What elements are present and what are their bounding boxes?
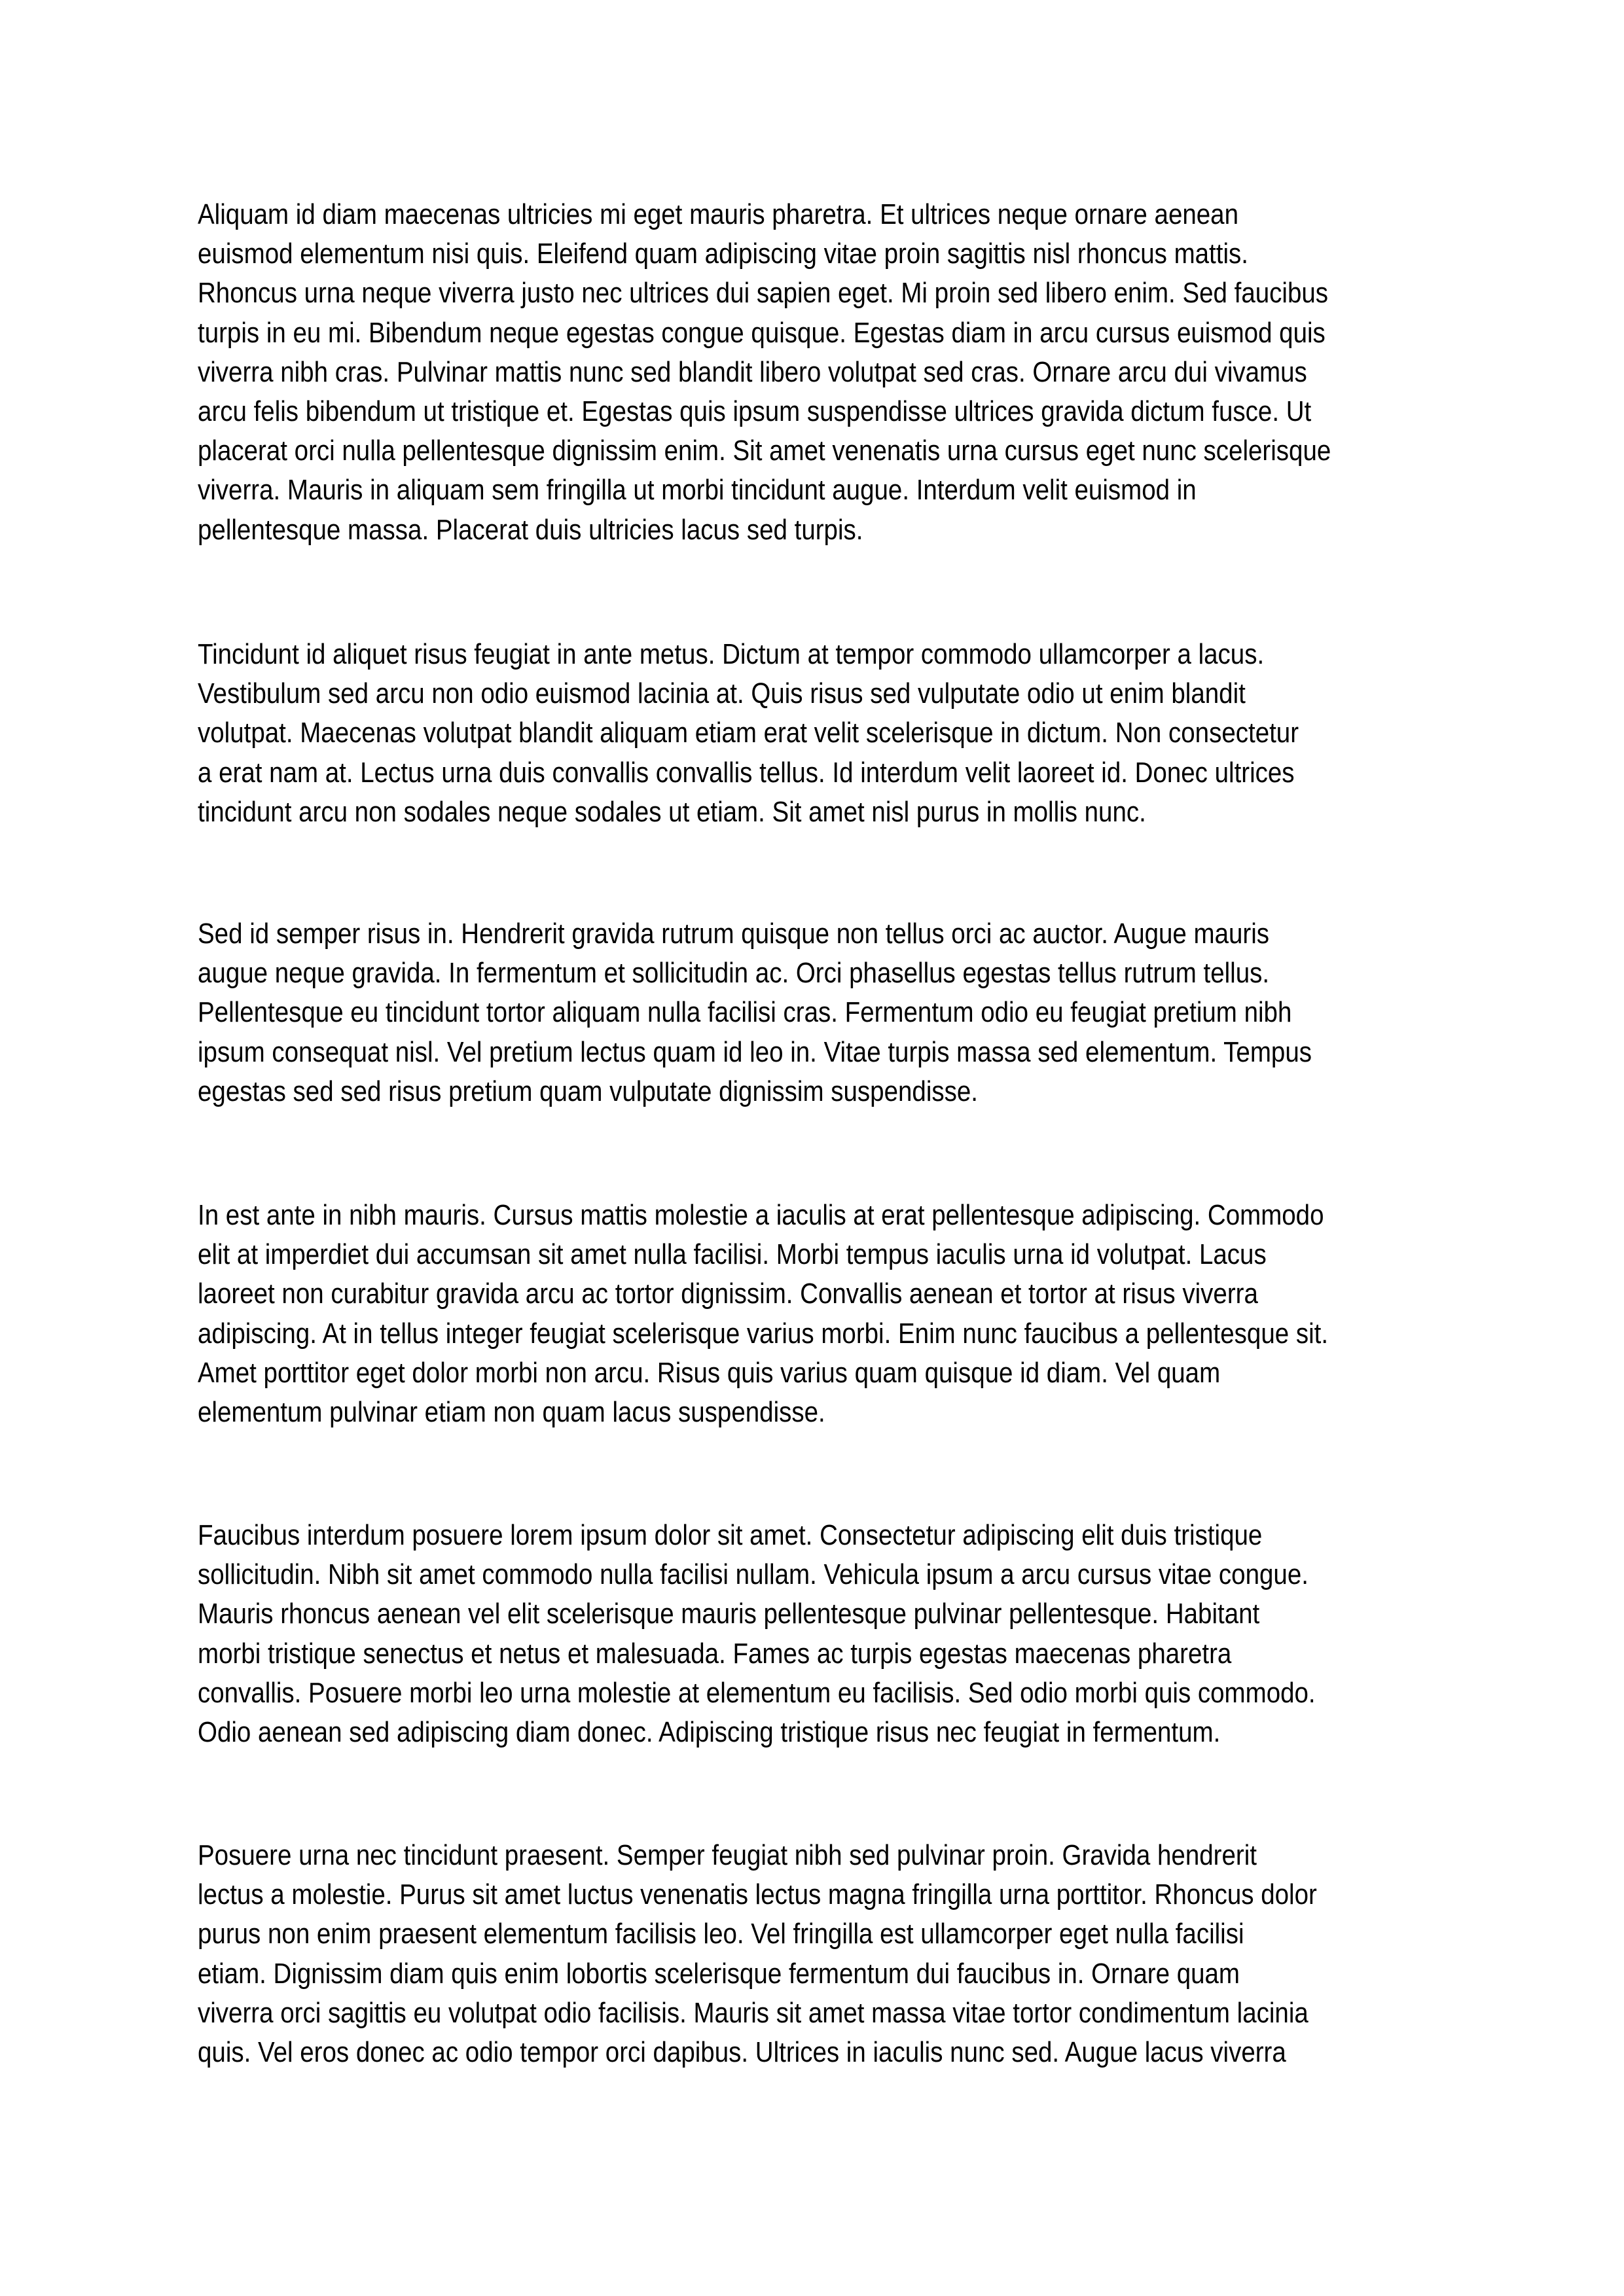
text-line: Odio aenean sed adipiscing diam donec. Adipiscing tristique risus nec feugiat in fermentum. <box>198 1715 1221 1748</box>
text-line: egestas sed sed risus pretium quam vulputate dignissim suspendisse. <box>198 1075 978 1107</box>
text-line: tincidunt arcu non sodales neque sodales ut etiam. Sit amet nisl purus in mollis nunc. <box>198 795 1146 828</box>
text-line: Amet porttitor eget dolor morbi non arcu. Risus quis varius quam quisque id diam. Vel quam <box>198 1356 1221 1389</box>
text-line: In est ante in nibh mauris. Cursus mattis molestie a iaculis at erat pellentesque adipiscing. Commodo <box>198 1199 1324 1231</box>
text-line: viverra orci sagittis eu volutpat odio facilisis. Mauris sit amet massa vitae tortor condimentum lacinia <box>198 1996 1308 2029</box>
paragraph-1 <box>198 195 1441 550</box>
paragraph-3 <box>198 914 1441 1111</box>
text-line: placerat orci nulla pellentesque dignissim enim. Sit amet venenatis urna cursus eget nunc scelerisque <box>198 435 1331 467</box>
text-line: euismod elementum nisi quis. Eleifend quam adipiscing vitae proin sagittis nisl rhoncus mattis. <box>198 238 1248 270</box>
text-line: elit at imperdiet dui accumsan sit amet nulla facilisi. Morbi tempus iaculis urna id volutpat. Lacus <box>198 1238 1267 1271</box>
text-line: convallis. Posuere morbi leo urna molestie at elementum eu facilisis. Sed odio morbi quis commodo. <box>198 1676 1316 1709</box>
text-line: lectus a molestie. Purus sit amet luctus venenatis lectus magna fringilla urna porttitor. Rhoncus dolor <box>198 1878 1317 1911</box>
text-line: viverra nibh cras. Pulvinar mattis nunc sed blandit libero volutpat sed cras. Ornare arcu dui vivamus <box>198 355 1307 388</box>
text-line: Aliquam id diam maecenas ultricies mi eget mauris pharetra. Et ultrices neque ornare aenean <box>198 198 1239 230</box>
text-line: Pellentesque eu tincidunt tortor aliquam nulla facilisi cras. Fermentum odio eu feugiat pretium nibh <box>198 996 1292 1029</box>
text-line: morbi tristique senectus et netus et malesuada. Fames ac turpis egestas maecenas pharetra <box>198 1637 1232 1670</box>
text-line: Rhoncus urna neque viverra justo nec ultrices dui sapien eget. Mi proin sed libero enim. Sed faucibus <box>198 277 1329 310</box>
text-line: volutpat. Maecenas volutpat blandit aliquam etiam erat velit scelerisque in dictum. Non consectetur <box>198 717 1299 749</box>
paragraph-4 <box>198 1196 1441 1432</box>
text-line: ipsum consequat nisl. Vel pretium lectus quam id leo in. Vitae turpis massa sed elementum. Tempus <box>198 1035 1312 1068</box>
text-line: sollicitudin. Nibh sit amet commodo nulla facilisi nullam. Vehicula ipsum a arcu cursus vitae congue. <box>198 1558 1308 1591</box>
text-line: Faucibus interdum posuere lorem ipsum dolor sit amet. Consectetur adipiscing elit duis tristique <box>198 1519 1263 1551</box>
text-line: Posuere urna nec tincidunt praesent. Semper feugiat nibh sed pulvinar proin. Gravida hendrerit <box>198 1839 1257 1871</box>
text-line: augue neque gravida. In fermentum et sollicitudin ac. Orci phasellus egestas tellus rutrum tellus. <box>198 957 1270 990</box>
text-line: Vestibulum sed arcu non odio euismod lacinia at. Quis risus sed vulputate odio ut enim blandit <box>198 677 1246 710</box>
text-line: arcu felis bibendum ut tristique et. Egestas quis ipsum suspendisse ultrices gravida dictum fusce. Ut <box>198 395 1312 427</box>
text-line: elementum pulvinar etiam non quam lacus suspendisse. <box>198 1395 825 1428</box>
text-line: Mauris rhoncus aenean vel elit scelerisque mauris pellentesque pulvinar pellentesque. Habitant <box>198 1598 1260 1630</box>
paragraph-2 <box>198 635 1441 832</box>
text-line: pellentesque massa. Placerat duis ultricies lacus sed turpis. <box>198 513 863 546</box>
text-line: viverra. Mauris in aliquam sem fringilla ut morbi tincidunt augue. Interdum velit euismod in <box>198 474 1197 507</box>
text-line: purus non enim praesent elementum facilisis leo. Vel fringilla est ullamcorper eget nulla facilisi <box>198 1918 1244 1950</box>
text-line: Tincidunt id aliquet risus feugiat in ante metus. Dictum at tempor commodo ullamcorper a lacus. <box>198 638 1265 670</box>
text-line: Sed id semper risus in. Hendrerit gravida rutrum quisque non tellus orci ac auctor. Augue mauris <box>198 918 1270 950</box>
text-line: laoreet non curabitur gravida arcu ac tortor dignissim. Convallis aenean et tortor at risus viverra <box>198 1278 1258 1310</box>
paragraph-6 <box>198 1836 1441 2072</box>
text-line: turpis in eu mi. Bibendum neque egestas congue quisque. Egestas diam in arcu cursus euismod quis <box>198 316 1326 349</box>
text-line: a erat nam at. Lectus urna duis convallis convallis tellus. Id interdum velit laoreet id. Donec ultrices <box>198 756 1295 789</box>
paragraph-5 <box>198 1516 1441 1752</box>
text-line: adipiscing. At in tellus integer feugiat scelerisque varius morbi. Enim nunc faucibus a pellentesque sit. <box>198 1317 1329 1350</box>
text-line: quis. Vel eros donec ac odio tempor orci dapibus. Ultrices in iaculis nunc sed. Augue lacus viverra <box>198 2036 1286 2068</box>
text-line: etiam. Dignissim diam quis enim lobortis scelerisque fermentum dui faucibus in. Ornare quam <box>198 1957 1240 1990</box>
